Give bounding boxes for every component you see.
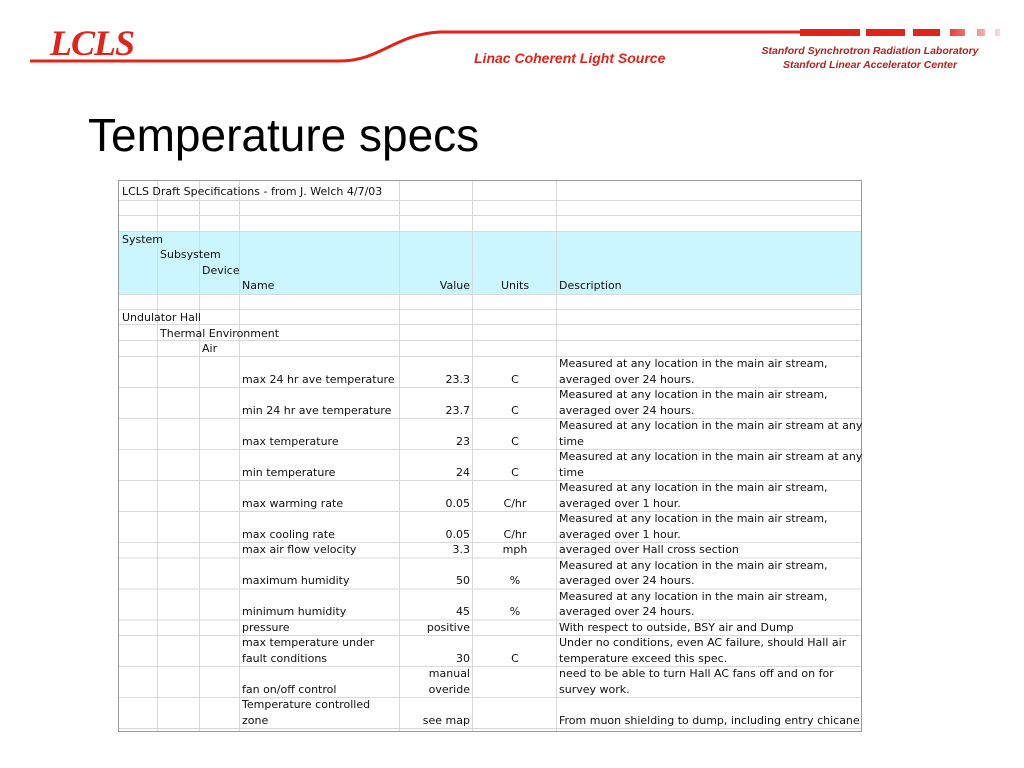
cell-value: 24 — [456, 465, 470, 479]
table-row — [119, 666, 861, 697]
cell-description: Measured at any location in the main air stream at any — [559, 450, 863, 463]
cell-value: 45 — [456, 605, 470, 618]
affiliation-line-2: Stanford Linear Accelerator Center — [782, 59, 958, 71]
cell-description: From muon shielding to dump, including entry chicane — [559, 713, 860, 727]
table-row — [119, 418, 861, 449]
cell-name: max cooling rate — [242, 527, 335, 541]
cell-units: C — [511, 651, 519, 665]
cell-description: Under no conditions, even AC failure, should Hall air — [559, 636, 847, 649]
header-system: System — [122, 233, 164, 246]
cell-description: averaged over Hall cross section — [559, 543, 739, 556]
cell-units: C — [511, 465, 519, 479]
table-row — [119, 635, 861, 666]
cell-description: averaged over 1 hour. — [559, 496, 681, 510]
cell-name: max temperature — [242, 434, 339, 448]
cell-description: survey work. — [559, 682, 630, 696]
cell-name: maximum humidity — [242, 574, 350, 587]
cell-description: averaged over 1 hour. — [559, 527, 681, 541]
header-affiliation — [740, 44, 1000, 72]
cell-name: minimum humidity — [242, 605, 347, 618]
cell-name: zone — [242, 713, 269, 727]
header-value: Value — [439, 279, 470, 292]
table-row — [119, 558, 861, 589]
cell-name: max air flow velocity — [242, 543, 357, 556]
cell-value: manual — [428, 667, 470, 680]
cell-name: fault conditions — [242, 651, 328, 665]
cell-name: pressure — [242, 620, 290, 634]
cell-units: C/hr — [503, 527, 527, 541]
cell-description: averaged over 24 hours. — [559, 372, 695, 386]
cell-name: Temperature controlled — [242, 698, 371, 711]
cell-description: averaged over 24 hours. — [559, 403, 695, 417]
header-center-title: Linac Coherent Light Source — [474, 50, 666, 66]
cell-description: time — [559, 465, 584, 479]
header-description: Description — [559, 279, 622, 292]
cell-units: C — [511, 434, 519, 448]
cell-name: fan on/off control — [242, 682, 337, 696]
cell-units: C — [511, 403, 519, 417]
header-units: Units — [500, 279, 530, 292]
cell-value: 23 — [456, 434, 470, 448]
cell-value: overide — [428, 682, 470, 696]
header-device: Device — [202, 264, 240, 277]
sheet-caption: LCLS Draft Specifications - from J. Welch 4/7/03 — [122, 185, 383, 198]
table-row — [119, 589, 861, 620]
cell-value: 23.7 — [445, 403, 470, 417]
affiliation-line-1: Stanford Synchrotron Radiation Laboratory — [761, 45, 979, 57]
table-row — [119, 387, 861, 418]
cell-units: mph — [502, 543, 528, 556]
cell-name: min 24 hr ave temperature — [242, 403, 392, 417]
cell-description: need to be able to turn Hall AC fans off and on for — [559, 667, 834, 680]
table-row — [119, 449, 861, 480]
slide-header — [0, 0, 1024, 80]
cell-units: C — [511, 372, 519, 386]
cell-description: Measured at any location in the main air stream, — [559, 481, 828, 494]
table-row — [119, 542, 861, 558]
slide-title: Temperature specs — [88, 109, 480, 161]
cell-description: With respect to outside, BSY air and Dump — [559, 620, 794, 634]
cell-value: see map — [422, 713, 470, 727]
cell-value: positive — [426, 620, 470, 634]
cell-value: 0.05 — [445, 527, 470, 541]
cell-description: time — [559, 434, 584, 448]
cell-name: max 24 hr ave temperature — [242, 372, 395, 386]
cell-description: Measured at any location in the main air stream at any — [559, 419, 863, 432]
table-row — [119, 480, 861, 511]
cell-name: max temperature under — [242, 636, 375, 649]
table-row — [119, 620, 861, 636]
header-subsystem: Subsystem — [160, 248, 221, 261]
cell-value: 3.3 — [452, 543, 470, 556]
table-row — [119, 356, 861, 387]
cell-value: 23.3 — [445, 372, 470, 386]
section-undulator-hall: Undulator Hall — [122, 311, 201, 324]
cell-value: 50 — [456, 574, 470, 587]
subsection-thermal-environment: Thermal Environment — [160, 327, 280, 340]
cell-description: Measured at any location in the main air stream, — [559, 388, 828, 401]
spreadsheet-table — [118, 180, 862, 732]
cell-description: averaged over 24 hours. — [559, 605, 695, 618]
table-row — [119, 511, 861, 542]
cell-units: % — [509, 574, 521, 587]
cell-units: % — [509, 605, 521, 618]
cell-value: 0.05 — [445, 496, 470, 510]
header-name: Name — [242, 279, 275, 292]
cell-description: temperature exceed this spec. — [559, 651, 728, 665]
cell-description: Measured at any location in the main air stream, — [559, 589, 828, 603]
table-row — [119, 697, 861, 728]
cell-description: Measured at any location in the main air stream, — [559, 558, 828, 572]
cell-name: max warming rate — [242, 496, 344, 510]
lcls-logo: LCLS — [50, 23, 135, 63]
cell-name: min temperature — [242, 465, 336, 479]
cell-description: Measured at any location in the main air stream, — [559, 512, 828, 525]
cell-units: C/hr — [503, 496, 527, 510]
cell-value: 30 — [456, 651, 470, 665]
device-air: Air — [202, 342, 218, 355]
cell-description: Measured at any location in the main air stream, — [559, 357, 828, 370]
cell-description: averaged over 24 hours. — [559, 574, 695, 587]
